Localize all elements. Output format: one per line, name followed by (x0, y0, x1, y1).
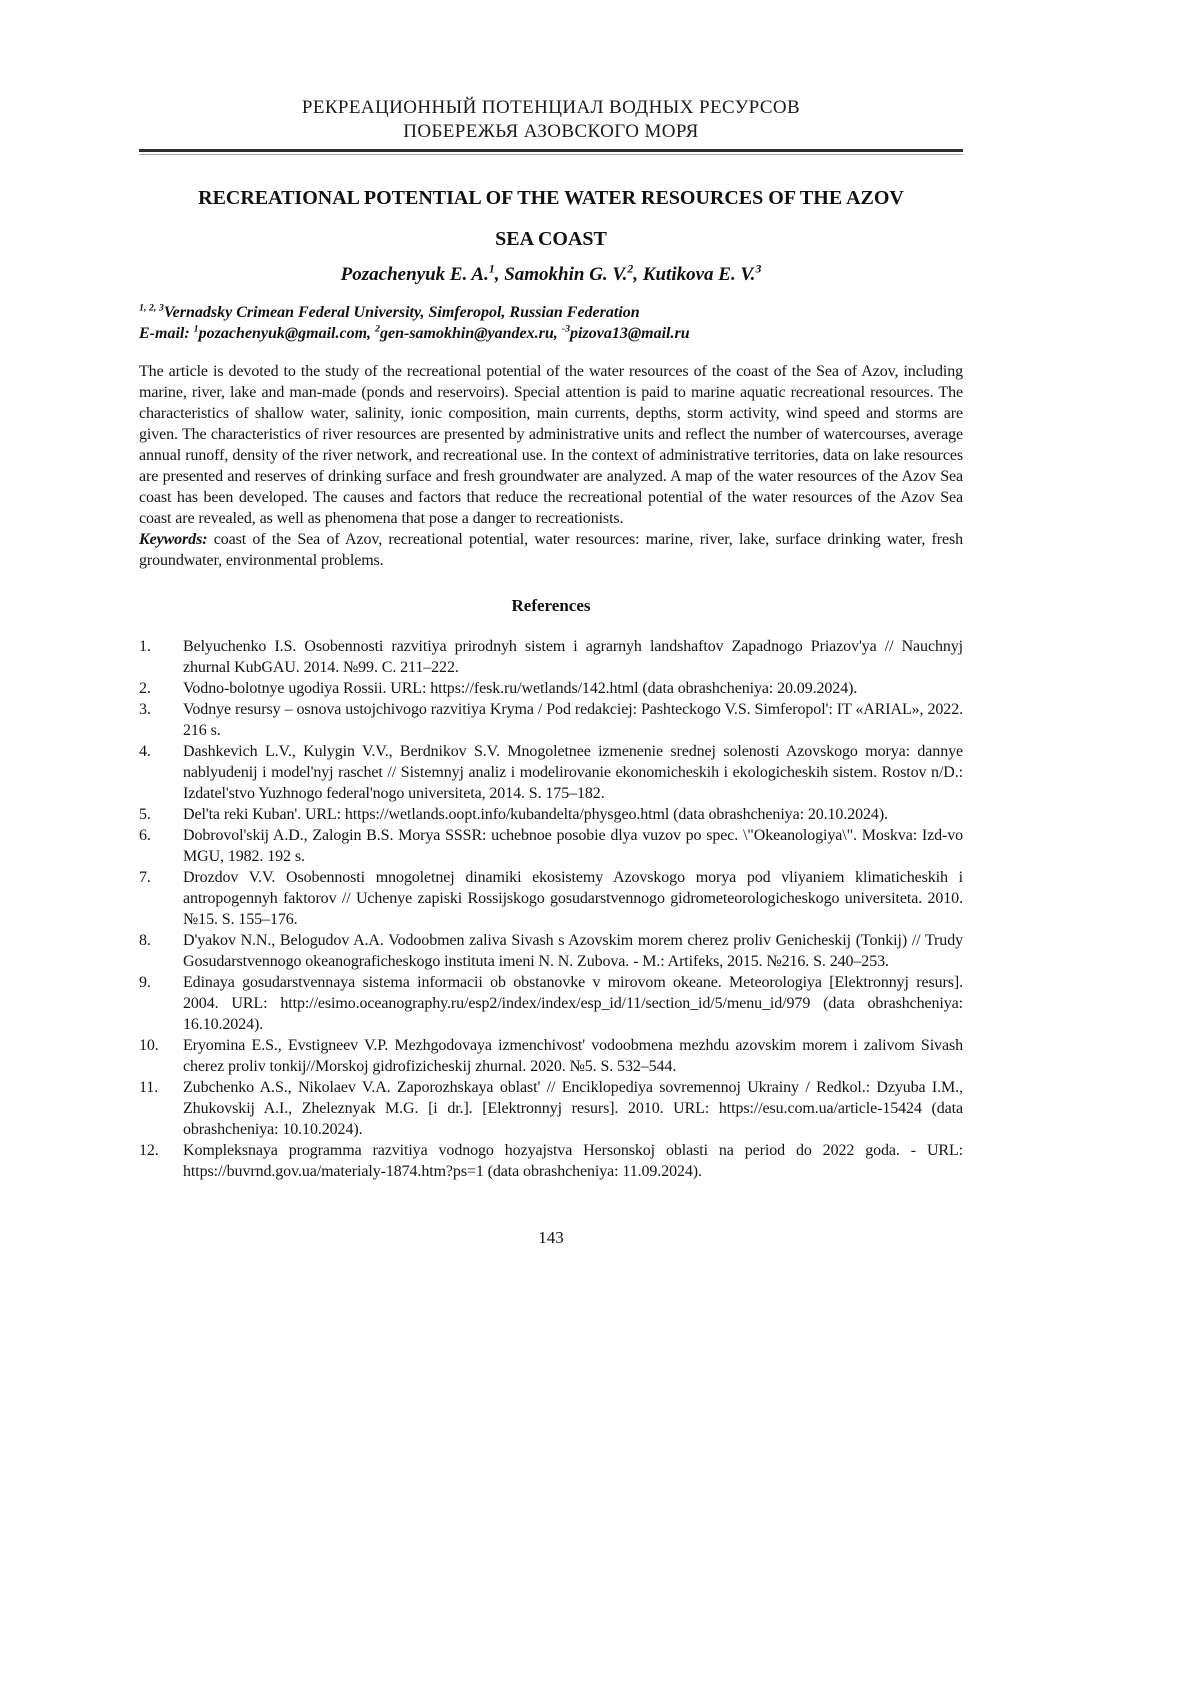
author-name: Pozachenyuk E. A. (340, 264, 489, 285)
reference-number: 6. (139, 827, 151, 844)
reference-number: 11. (139, 1079, 159, 1096)
reference-text: Eryomina E.S., Evstigneev V.P. Mezhgodovaya izmenchivost' vodoobmena mezhdu azovskim morem i zalivom Sivash cherez proliv tonkij//Morskoj gidrofizicheskij zhurnal. 2020. №5. S. 532–544. (183, 1037, 963, 1075)
reference-item (139, 636, 963, 678)
reference-item (139, 804, 963, 825)
reference-item (139, 1035, 963, 1077)
article-title-line1: RECREATIONAL POTENTIAL OF THE WATER RESOURCES OF THE AZOV (198, 187, 904, 209)
page-number: 143 (538, 1228, 564, 1247)
article-title-line2: SEA COAST (495, 228, 607, 250)
affiliation-superscript: 1, 2, 3 (139, 302, 164, 314)
reference-item (139, 1077, 963, 1140)
email-superscript: 2 (375, 323, 380, 335)
reference-number: 12. (139, 1142, 159, 1159)
email-superscript: -3 (561, 323, 571, 335)
reference-number: 8. (139, 932, 151, 949)
author-name: Samokhin G. V. (504, 264, 628, 285)
reference-item (139, 699, 963, 741)
references-list (139, 636, 963, 1182)
reference-text: Vodnye resursy – osnova ustojchivogo razvitiya Kryma / Pod redakciej: Pashteckogo V.S. Simferopol': IT «ARIAL», 2022. 216 s. (183, 701, 963, 739)
email-separator: , (553, 325, 562, 342)
keywords-text: coast of the Sea of Azov, recreational potential, water resources: marine, river, lake, surface drinking water, fresh groundwater, environmental problems. (139, 531, 963, 569)
email-superscript: 1 (193, 323, 199, 335)
author-superscript: 3 (755, 262, 762, 276)
reference-number: 1. (139, 638, 151, 655)
reference-text: Vodno-bolotnye ugodiya Rossii. URL: https://fesk.ru/wetlands/142.html (data obrashcheniya: 20.09.2024). (183, 680, 858, 697)
reference-number: 9. (139, 974, 151, 991)
email-address: pozachenyuk@gmail.com (198, 325, 368, 342)
reference-text: Drozdov V.V. Osobennosti mnogoletnej dinamiki ekosistemy Azovskogo morya pod vliyaniem klimaticheskih i antropogennyh faktorov // Uchenye zapiski Rossijskogo gosudarstvennogo gidrometeorologicheskogo universiteta. 2010. №15. S. 155–176. (183, 869, 963, 928)
reference-item (139, 741, 963, 804)
email-address: pizova13@mail.ru (570, 325, 690, 342)
reference-number: 7. (139, 869, 151, 886)
author-superscript: 2 (627, 262, 634, 276)
reference-item (139, 825, 963, 867)
email-address: gen-samokhin@yandex.ru (380, 325, 554, 342)
running-header-line1: РЕКРЕАЦИОННЫЙ ПОТЕНЦИАЛ ВОДНЫХ РЕСУРСОВ (301, 97, 801, 118)
email-line (139, 323, 963, 344)
email-separator: , (367, 325, 376, 342)
reference-text: Del'ta reki Kuban'. URL: https://wetlands.oopt.info/kubandelta/physgeo.html (data obrashcheniya: 20.10.2024). (183, 806, 888, 823)
affiliation-text: Vernadsky Crimean Federal University, Simferopol, Russian Federation (163, 304, 640, 321)
author-superscript: 1 (488, 262, 495, 276)
reference-text: Kompleksnaya programma razvitiya vodnogo hozyajstva Hersonskoj oblasti na period do 2022 goda. - URL: https://buvrnd.gov.ua/materialy-1874.htm?ps=1 (data obrashcheniya: 11.09.2024). (183, 1142, 963, 1180)
reference-item (139, 678, 963, 699)
reference-text: Dobrovol'skij A.D., Zalogin B.S. Morya SSSR: uchebnoe posobie dlya vuzov po spec. \"Okeanologiya\". Moskva: Izd-vo MGU, 1982. 192 s. (183, 827, 963, 865)
reference-text: D'yakov N.N., Belogudov A.A. Vodoobmen zaliva Sivash s Azovskim morem cherez proliv Genicheskij (Tonkij) // Trudy Gosudarstvennogo okeanograficheskogo instituta imeni N. N. Zubova. - M.: Artifeks, 2015. №216. S. 240–253. (183, 932, 963, 970)
abstract-paragraph: The article is devoted to the study of the recreational potential of the water resources of the coast of the Sea of Azov, including marine, river, lake and man-made (ponds and reservoirs). Special attention is paid to marine aquatic recreational resources. The characteristics of shallow water, salinity, ionic composition, main currents, depths, storm activity, wind speed and storms are given. The characteristics of river resources are presented by administrative units and reflect the number of watercourses, average annual runoff, density of the river network, and recreational use. In the context of administrative territories, data on lake resources are presented and reserves of drinking surface and fresh groundwater are analyzed. A map of the water resources of the Azov Sea coast has been developed. The causes and factors that reduce the recreational potential of the water resources of the Azov Sea coast are revealed, as well as phenomena that pose a danger to recreationists. (139, 363, 963, 527)
reference-item (139, 867, 963, 930)
running-header (139, 96, 963, 144)
authors-line (139, 264, 963, 286)
reference-item (139, 972, 963, 1035)
reference-number: 4. (139, 743, 151, 760)
running-header-line2: ПОБЕРЕЖЬЯ АЗОВСКОГО МОРЯ (403, 121, 699, 142)
reference-number: 3. (139, 701, 151, 718)
keywords-paragraph (139, 529, 963, 571)
reference-number: 10. (139, 1037, 159, 1054)
reference-text: Belyuchenko I.S. Osobennosti razvitiya prirodnyh sistem i agrarnyh landshaftov Zapadnogo Priazov'ya // Nauchnyj zhurnal KubGAU. 2014. №99. C. 211–222. (183, 638, 963, 676)
affiliation-line (139, 302, 963, 323)
reference-text: Dashkevich L.V., Kulygin V.V., Berdnikov S.V. Mnogoletnee izmenenie srednej solenosti Azovskogo morya: dannye nablyudenij i model'nyj raschet // Sistemnyj analiz i modelirovanie ekonomicheskih i ekologicheskih sistem. Rostov n/D.: Izdatel'stvo Yuzhnogo federal'nogo universiteta, 2014. S. 175–182. (183, 743, 963, 802)
references-heading: References (511, 596, 591, 615)
reference-item (139, 1140, 963, 1182)
reference-item (139, 930, 963, 972)
keywords-label: Keywords: (139, 531, 208, 548)
document-page (139, 0, 963, 1248)
reference-number: 2. (139, 680, 151, 697)
author-separator: , (494, 264, 505, 285)
reference-text: Zubchenko A.S., Nikolaev V.A. Zaporozhskaya oblast' // Enciklopediya sovremennoj Ukrainy / Redkol.: Dzyuba I.M., Zhukovskij A.I., Zheleznyak M.G. [i dr.]. [Elektronnyj resurs]. 2010. URL: https://esu.com.ua/article-15424 (data obrashcheniya: 10.10.2024). (183, 1079, 963, 1138)
author-separator: , (633, 264, 643, 285)
reference-text: Edinaya gosudarstvennaya sistema informacii ob obstanovke v mirovom okeane. Meteorologiya [Elektronnyj resurs]. 2004. URL: http://esimo.oceanography.ru/esp2/index/index/esp_id/11/section_id/5/menu_id/979 (data obrashcheniya: 16.10.2024). (183, 974, 963, 1033)
header-rule (139, 149, 963, 155)
author-name: Kutikova E. V. (642, 264, 756, 285)
article-title (139, 187, 963, 251)
email-label: E-mail: (139, 325, 194, 342)
affiliation-block (139, 302, 963, 344)
reference-number: 5. (139, 806, 151, 823)
